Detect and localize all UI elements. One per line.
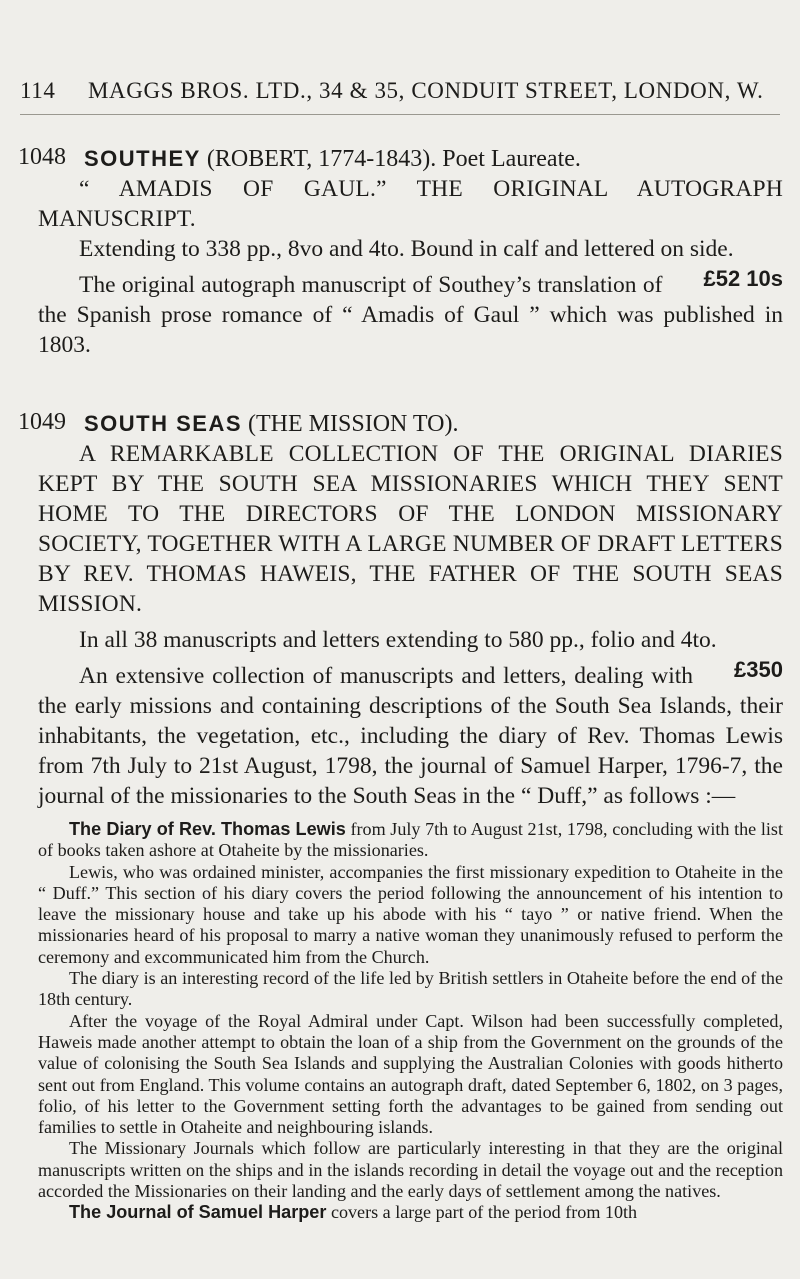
catalogue-entry-1049 [18, 409, 783, 1224]
lot-number: 1049 [18, 409, 66, 435]
entry-price: £350 [734, 657, 783, 682]
entry-title [84, 144, 783, 174]
entry-description: The original autograph manuscript of Southey’s translation of the Spanish prose romance of “ Amadis of Gaul ” which was published in 1803. [38, 272, 783, 358]
entry-heading: A REMARKABLE COLLECTION OF THE ORIGINAL DIARIES KEPT BY THE SOUTH SEA MISSIONARIES WHICH THEY SENT HOME TO THE DIRECTORS OF THE LONDON MISSIONARY SOCIETY, TOGETHER WITH A LARGE NUMBER OF DRAFT LETTERS BY REV. THOMAS HAWEIS, THE FATHER OF THE SOUTH SEAS MISSION. [38, 441, 783, 617]
lewis-paragraph: Lewis, who was ordained minister, accompanies the first missionary expedition to Otaheite in the “ Duff.” This section of his diary covers the period following the announcement of his intention to leave the missionary house and take up his abode with his “ tayo ” or native friend. When the missionaries heard of his proposal to marry a native woman they unanimously refused to perform the ceremony and excommunicated him from the Church. [38, 861, 783, 967]
missionary-journals-paragraph: The Missionary Journals which follow are particularly interesting in that they are the original manuscripts written on the ships and in the islands recording in detail the voyage out and the reception accorded the Missionaries on their landing and the early days of settlement among the natives. [38, 1138, 783, 1202]
entry-title [84, 409, 783, 439]
entry-subtitle: (ROBERT, 1774-1843). Poet Laureate. [206, 146, 581, 172]
catalogue-entry-1048 [18, 144, 783, 360]
harper-journal-title: The Journal of Samuel Harper [69, 1202, 327, 1223]
publisher-line: MAGGS BROS. LTD., 34 & 35, CONDUIT STREET, LONDON, W. [88, 78, 764, 103]
entry-extent: In all 38 manuscripts and letters extending to 580 pp., folio and 4to. £350 [38, 625, 783, 655]
harper-journal-paragraph: The Journal of Samuel Harper covers a large part of the period from 10th [69, 1202, 638, 1223]
entry-price: £52 10s [703, 266, 783, 291]
royal-admiral-paragraph: After the voyage of the Royal Admiral under Capt. Wilson had been successfully completed, Haweis made another attempt to obtain the loan of a ship from the Government on the grounds of the value of colonising the South Sea Islands and supplying the Australian Colonies with goods hitherto sent out from England. This volume contains an autograph draft, dated September 6, 1802, on 3 pages, folio, of his letter to the Government setting forth the advantages to be gained from sending out families to settle in Otaheite and neighbouring islands. [38, 1010, 783, 1138]
entry-name: SOUTH SEAS [84, 411, 243, 436]
entry-description: An extensive collection of manuscripts and letters, dealing with the early missions and containing descriptions of the South Sea Islands, their inhabitants, the vegetation, etc., including the diary of Rev. Thomas Lewis from 7th July to 21st August, 1798, the journal of Samuel Harper, 1796-7, the journal of the missionaries to the South Seas in the “ Duff,” as follows :— [38, 663, 783, 809]
entry-heading: “ AMADIS OF GAUL.” THE ORIGINAL AUTOGRAPH MANUSCRIPT. [38, 176, 783, 232]
page-number: 114 [20, 78, 56, 103]
diary-lewis-paragraph: The Diary of Rev. Thomas Lewis from July 7th to August 21st, 1798, concluding with the list of books taken ashore at Otaheite by the missionaries. [38, 819, 783, 861]
entry-extent: Extending to 338 pp., 8vo and 4to. Bound in calf and lettered on side. £52 10s [38, 234, 783, 264]
entry-subtitle: (THE MISSION TO). [248, 411, 459, 437]
running-header [20, 78, 780, 104]
diary-record-paragraph: The diary is an interesting record of the life led by British settlers in Otaheite before the end of the 18th century. [38, 968, 783, 1010]
lot-number: 1048 [18, 144, 66, 170]
diary-lewis-title: The Diary of Rev. Thomas Lewis [69, 819, 346, 839]
entry-name: SOUTHEY [84, 146, 201, 171]
header-rule [20, 114, 780, 115]
